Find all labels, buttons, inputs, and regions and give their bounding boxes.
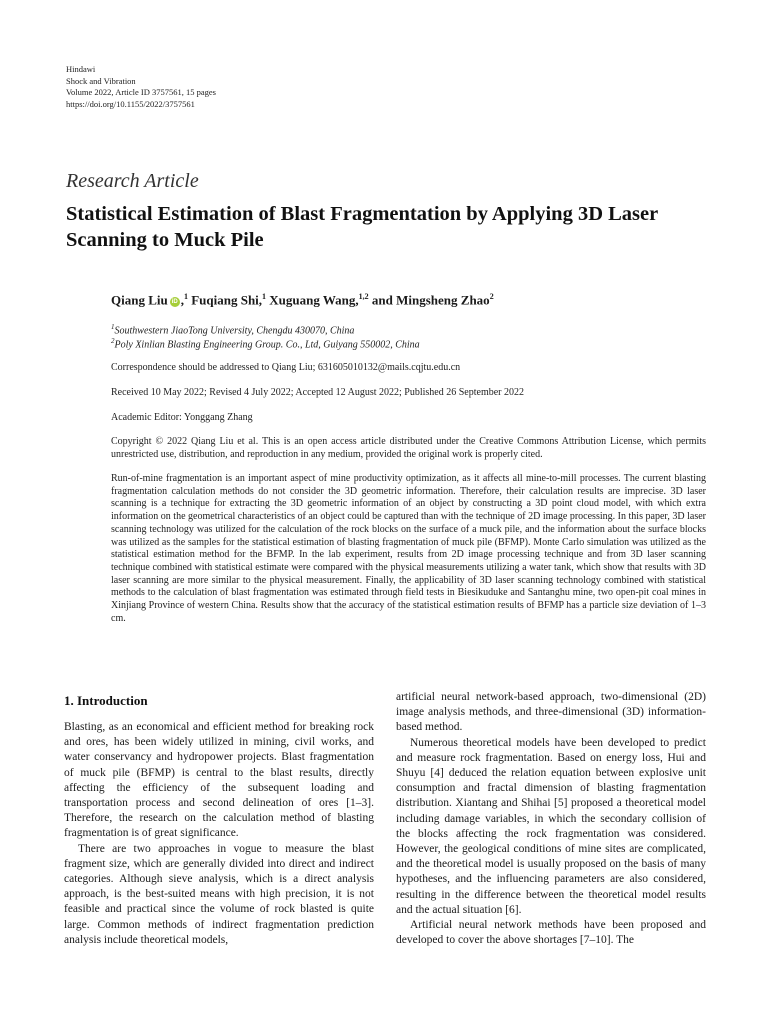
journal-header [66, 64, 216, 110]
author-name: Qiang Liu [111, 292, 168, 308]
author-affiliation-mark: 2 [489, 292, 494, 301]
author-name: Xuguang Wang [269, 292, 356, 308]
author-affiliation-mark: 1 [183, 292, 188, 301]
author-name: Mingsheng Zhao [396, 292, 490, 308]
academic-editor: Academic Editor: Yonggang Zhang [111, 412, 253, 423]
paragraph: There are two approaches in vogue to measure the blast fragment size, which are generally divided into direct and indirect categories. Although sieve analysis, which is a direct analysis approach, is the best-suited means with high precision, it is not feasible and practical since the volume of rock blasted is quite large. Common methods of indirect fragmentation prediction analysis include theoretical models, [64, 842, 374, 946]
correspondence: Correspondence should be addressed to Qiang Liu; 631605010132@mails.cqjtu.edu.cn [111, 362, 461, 373]
copyright-notice: Copyright © 2022 Qiang Liu et al. This is an open access article distributed under the Creative Commons Attribution License, which permits unrestricted use, distribution, and reproduction in any medium, provided the original work is properly cited. [111, 436, 706, 461]
right-column [396, 690, 706, 948]
publication-dates: Received 10 May 2022; Revised 4 July 2022; Accepted 12 August 2022; Published 26 September 2022 [111, 387, 525, 398]
affiliation [111, 337, 420, 350]
author-affiliation-mark: 1,2 [358, 292, 369, 301]
paragraph: Numerous theoretical models have been developed to predict and measure rock fragmentation. Based on energy loss, Hui and Shuyu [4] deduced the relation equation between explosive unit consumption and fractal dimension of blasting fragmentation distribution. Xiantang and Shihai [5] proposed a theoretical model including damage variables, in which the secondary collision of the blocks affecting the rock fragmentation was considered. However, the geological conditions of mine sites are complicated, and the theoretical model is usually proposed on the basis of many hypotheses, and the influencing parameters are also considered, resulting in the difference between the theoretical model results and the actual situation [6]. [396, 736, 706, 916]
publisher-name: Hindawi [66, 64, 96, 74]
article-type: Research Article [66, 170, 199, 192]
paragraph: artificial neural network-based approach, two-dimensional (2D) image analysis methods, and three-dimensional (3D) information-based method. [396, 691, 706, 734]
volume-info: Volume 2022, Article ID 3757561, 15 pages [66, 87, 216, 97]
affiliation-mark: 1 [111, 323, 115, 331]
doi-link[interactable]: https://doi.org/10.1155/2022/3757561 [66, 98, 195, 109]
author-affiliation-mark: 1 [262, 292, 267, 301]
affiliation-text: Poly Xinlian Blasting Engineering Group. Co., Ltd, Guiyang 550002, China [114, 339, 420, 351]
abstract: Run-of-mine fragmentation is an important aspect of mine productivity optimization, as it affects all mine-to-mill processes. The current blasting fragmentation calculation methods do not consider the 3D geometric information. Therefore, their calculation results are imprecise. 3D laser scanning is a technique for extracting the 3D geometric information of an object by constructing a 3D point cloud model, with which extra information on the geometrical characteristics of an object could be captured than with the technique of 2D image processing. In this paper, 3D laser scanning technology was utilized for the calculation of the rock blocks on the surface of a muck pile, and the information about the surface blocks was utilized as the samples for the statistical estimation of blasting fragmentation of muck pile (BFMP). Monte Carlo simulation was utilized as the statistical estimation method for the BFMP. In the lab experiment, results from 2D image processing technique and from 3D laser scanning technique combined with statistical estimate were compared with the physical measurements utilizing a water tank, which show that results with 3D laser scanning are more similar to the physical measurement. Finally, the applicability of 3D laser scanning technology combined with statistical methods to the calculation of blast fragmentation was estimated through field tests in Biesikuduke and Santanghu mine, two open-pit coal mines in Xinjiang Province of western China. Results show that the accuracy of the statistical estimation results of BFMP has a particle size deviation of 1–3 cm. [111, 473, 706, 624]
left-column [64, 720, 374, 948]
author-list: Qiang Liu iD ,$^1$ Fuqiang Shi,$^1$ Xuguang Wang,$^{1,2}$ and Mingsheng Zhao$^2$ [111, 292, 494, 308]
author-name: Fuqiang Shi [191, 292, 259, 308]
section-heading: 1. Introduction [64, 693, 148, 708]
journal-name: Shock and Vibration [66, 75, 136, 86]
affiliation-mark: 2 [111, 337, 115, 345]
author-conjunction: and [371, 292, 393, 308]
article-title: Statistical Estimation of Blast Fragmentation by Applying 3D Laser Scanning to Muck Pile [66, 203, 658, 251]
orcid-icon[interactable]: iD [171, 299, 178, 306]
affiliation [111, 323, 354, 336]
paragraph: Blasting, as an economical and efficient method for breaking rock and ores, has been widely utilized in mining, civil works, and water conservancy and hydropower projects. Blast fragmentation of muck pile (BFMP) is central to the blast results, directly affecting the efficiency of the subsequent loading and transportation process and second delineation of ores [1–3]. Therefore, the research on the calculation method of blasting fragmentation is of great significance. [64, 721, 374, 840]
paragraph: Artificial neural network methods have been proposed and developed to cover the above shortages [7–10]. The [396, 919, 706, 947]
affiliation-text: Southwestern JiaoTong University, Chengdu 430070, China [114, 325, 355, 337]
